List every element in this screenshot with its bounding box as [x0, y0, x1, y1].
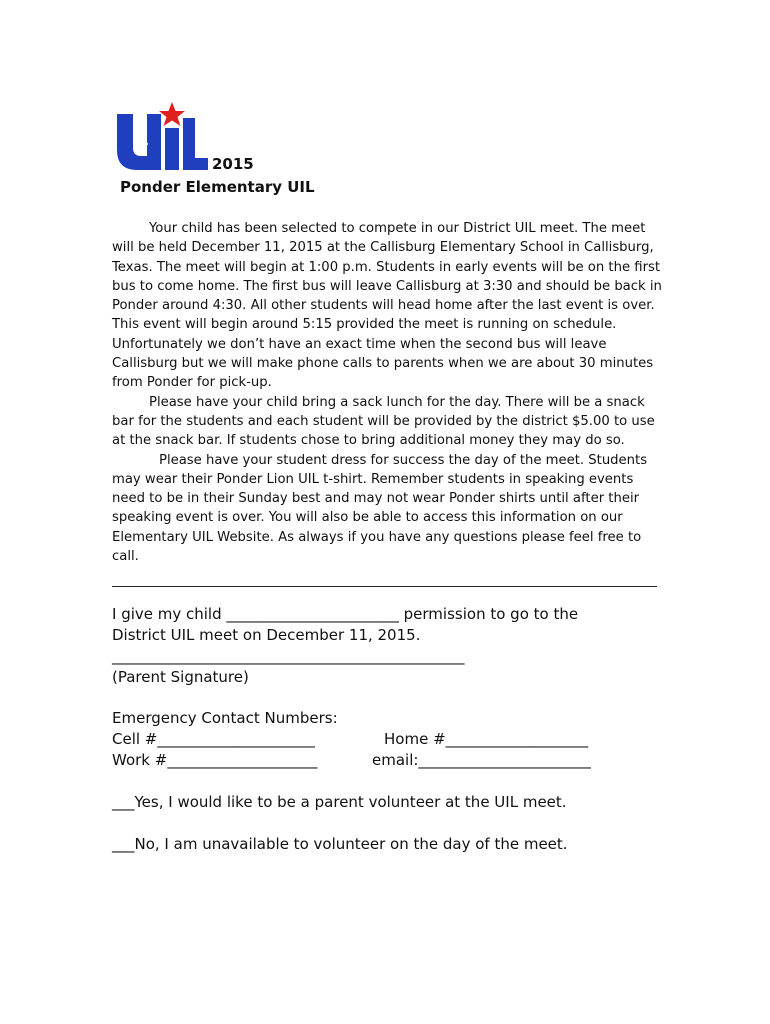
volunteer-yes-option[interactable]: ___Yes, I would like to be a parent volunteer at the UIL meet. — [112, 793, 567, 811]
permission-line[interactable]: I give my child _______________________ permission to go to the — [112, 605, 579, 623]
letter-body — [112, 219, 662, 566]
work-phone-field[interactable]: Work #____________________ — [112, 751, 318, 769]
volunteer-no-option[interactable]: ___No, I am unavailable to volunteer on the day of the meet. — [112, 835, 568, 853]
permission-line-2: District UIL meet on December 11, 2015. — [112, 626, 421, 644]
uil-logo — [115, 100, 210, 172]
divider-line — [112, 586, 657, 587]
paragraph-bus-schedule: Your child has been selected to compete in our District UIL meet. The meet will be held December 11, 2015 at the Callisburg Elementary School in Callisburg, Texas. The meet will begin at 1:00 p.m. Students in early events will be on the first bus to come home. The first bus will leave Callisburg at 3:30 and should be back in Ponder around 4:30. All other students will head home after the last event is over. This event will begin around 5:15 provided the meet is running on schedule. Unfortunately we don’t have an exact time when the second bus will leave Callisburg but we will make phone calls to parents when we are about 30 minutes from Ponder for pick-up. — [112, 221, 662, 391]
paragraph-lunch: Please have your child bring a sack lunch for the day. There will be a snack bar for the students and each student will be provided by the district $5.00 to use at the snack bar. If students chose to bring additional money they may do so. — [112, 394, 655, 449]
work-email-row — [112, 750, 672, 771]
signature-label: (Parent Signature) — [112, 668, 249, 686]
home-phone-field[interactable]: Home #___________________ — [384, 730, 589, 748]
year-heading: 2015 — [212, 155, 254, 173]
cell-home-row — [112, 729, 672, 750]
logo-letter-i — [165, 128, 179, 170]
paragraph-dress-code: Please have your student dress for success the day of the meet. Students may wear their Ponder Lion UIL t-shirt. Remember students in speaking events need to be in their Sunday best and may not wear Ponder shirts until after their speaking event is over. You will also be able to access this information on our Elementary UIL Website. As always if you have any questions please feel free to call. — [112, 452, 648, 565]
star-icon — [159, 102, 185, 126]
signature-line[interactable]: _______________________________________________ — [112, 647, 465, 665]
permission-form — [112, 604, 672, 855]
texas-shape-icon — [133, 128, 148, 154]
cell-phone-field[interactable]: Cell #_____________________ — [112, 730, 315, 748]
emergency-heading: Emergency Contact Numbers: — [112, 709, 338, 727]
logo-letter-l — [183, 118, 208, 170]
email-field[interactable]: email:_______________________ — [372, 751, 591, 769]
page-title: Ponder Elementary UIL — [120, 178, 315, 196]
